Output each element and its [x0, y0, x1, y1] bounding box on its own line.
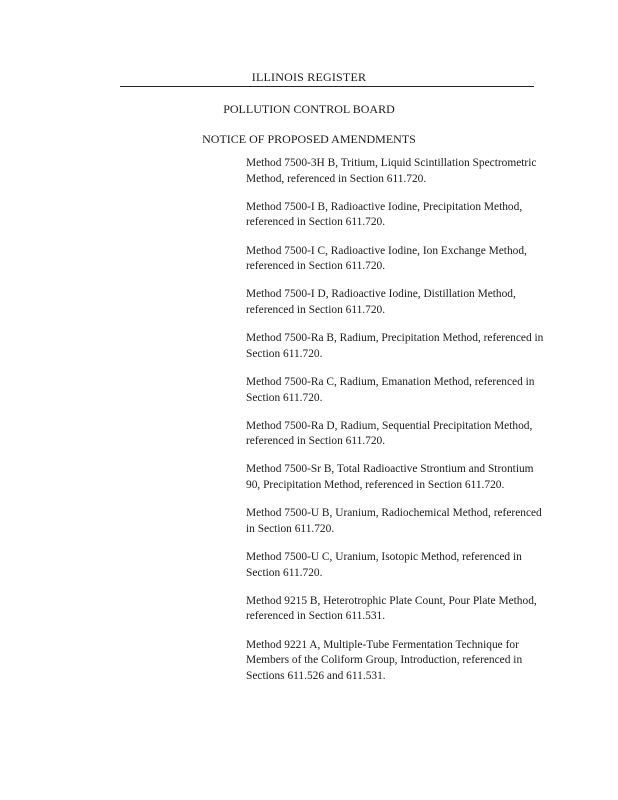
method-entry: Method 9221 A, Multiple-Tube Fermentation Technique for Members of the Coliform Group, Introduction, referenced in Sections 611.526 and 611.531.	[246, 638, 523, 682]
method-entry: Method 7500-U B, Uranium, Radiochemical Method, referenced in Section 611.720.	[246, 507, 542, 535]
method-entry: Method 7500-I D, Radioactive Iodine, Distillation Method, referenced in Section 611.720.	[246, 288, 516, 316]
notice-title: NOTICE OF PROPOSED AMENDMENTS	[202, 132, 416, 146]
method-entry: Method 7500-Ra B, Radium, Precipitation Method, referenced in Section 611.720.	[246, 332, 544, 360]
board-name: POLLUTION CONTROL BOARD	[223, 102, 395, 116]
method-entry: Method 7500-Ra C, Radium, Emanation Method, referenced in Section 611.720.	[246, 375, 535, 404]
method-entry: Method 7500-Sr B, Total Radioactive Strontium and Strontium 90, Precipitation Method, referenced in Section 611.720.	[246, 463, 534, 492]
method-entry: Method 7500-U C, Uranium, Isotopic Method, referenced in Section 611.720.	[246, 551, 522, 579]
header-rule	[120, 86, 534, 87]
method-entry: Method 9215 B, Heterotrophic Plate Count, Pour Plate Method, referenced in Section 611.531.	[246, 594, 537, 623]
method-entry: Method 7500-I B, Radioactive Iodine, Precipitation Method, referenced in Section 611.720.	[246, 200, 523, 229]
method-entry: Method 7500-Ra D, Radium, Sequential Precipitation Method, referenced in Section 611.720.	[246, 419, 533, 448]
register-title: ILLINOIS REGISTER	[251, 70, 367, 84]
method-list	[246, 156, 546, 697]
method-entry: Method 7500-I C, Radioactive Iodine, Ion Exchange Method, referenced in Section 611.720.	[246, 244, 527, 273]
method-entry: Method 7500-3H B, Tritium, Liquid Scintillation Spectrometric Method, referenced in Section 611.720.	[246, 157, 537, 185]
